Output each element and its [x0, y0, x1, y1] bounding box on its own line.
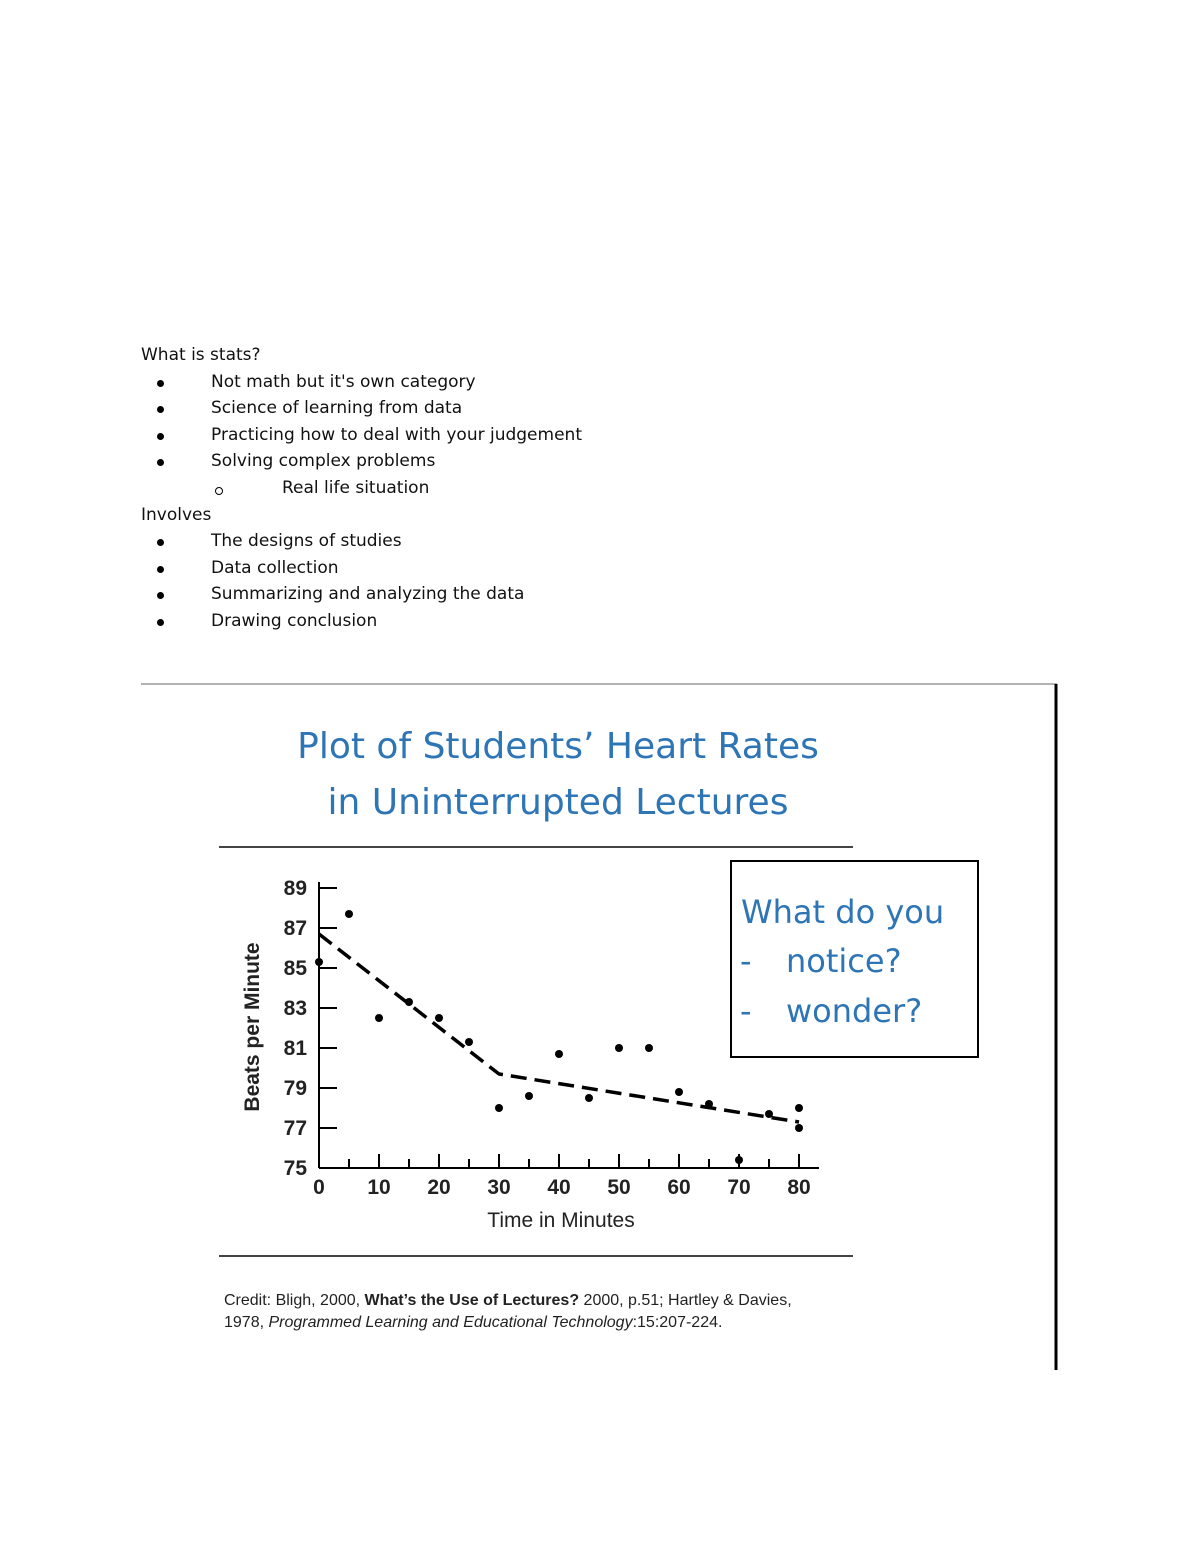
data-point: [585, 1094, 593, 1102]
data-points: [315, 910, 803, 1164]
bullet-dot-icon: [157, 459, 164, 466]
x-tick-label: 30: [487, 1176, 511, 1199]
bullet-text: Science of learning from data: [211, 398, 463, 419]
slide-title-line1: Plot of Students’ Heart Rates: [297, 726, 819, 767]
data-point: [555, 1050, 563, 1058]
bullet-dot-icon: [157, 539, 164, 546]
y-ticks: [284, 877, 337, 1180]
data-point: [315, 958, 323, 966]
slide-title-line2: in Uninterrupted Lectures: [327, 782, 789, 823]
data-point: [645, 1044, 653, 1052]
x-tick-label: 50: [607, 1176, 631, 1199]
data-point: [435, 1014, 443, 1022]
bullet-item: [141, 555, 841, 582]
credit-text: 1978,: [224, 1314, 269, 1331]
bullet-dot-icon: [157, 433, 164, 440]
y-tick-label: 83: [283, 997, 307, 1020]
notes-text: [141, 342, 841, 635]
data-point: [525, 1092, 533, 1100]
bullet-text: Practicing how to deal with your judgement: [211, 424, 582, 445]
data-point: [495, 1104, 503, 1112]
callout-dash: -: [740, 992, 752, 1030]
credit-text: Credit: Bligh, 2000,: [224, 1292, 365, 1309]
bullet-text: Data collection: [211, 557, 339, 578]
bullet-text: The designs of studies: [211, 531, 402, 552]
y-tick-label: 85: [283, 957, 307, 980]
x-tick-label: 60: [667, 1176, 691, 1199]
credit-text: :15:207-224.: [632, 1314, 723, 1331]
bullet-item: [141, 581, 841, 608]
credit-line2: [224, 1314, 722, 1331]
data-point: [735, 1156, 743, 1164]
y-tick-label: 87: [283, 917, 307, 940]
y-tick-label: 79: [283, 1077, 307, 1100]
bullet-item: [141, 608, 841, 635]
x-axis-label: Time in Minutes: [487, 1209, 635, 1232]
callout-line2: notice?: [786, 942, 902, 980]
bullet-dot-icon: [157, 380, 164, 387]
credit-line1: [224, 1292, 792, 1309]
y-axis-label: Beats per Minute: [241, 942, 264, 1112]
trend-line: [319, 934, 799, 1122]
data-point: [615, 1044, 623, 1052]
bullet-circle-icon: [215, 487, 223, 495]
bullet-text: Summarizing and analyzing the data: [211, 584, 525, 605]
data-point: [705, 1100, 713, 1108]
bullet-item: [141, 369, 841, 396]
bullet-item: [141, 395, 841, 422]
credit-book-title: What’s the Use of Lectures?: [364, 1292, 580, 1309]
credit-journal: Programmed Learning and Educational Technology: [268, 1314, 633, 1331]
bullet-dot-icon: [157, 619, 164, 626]
data-point: [375, 1014, 383, 1022]
bullet-text: Drawing conclusion: [211, 610, 378, 631]
data-point: [795, 1104, 803, 1112]
x-tick-label: 40: [547, 1176, 571, 1199]
bullet-item: [141, 528, 841, 555]
bullet-text: Not math but it's own category: [211, 371, 476, 392]
bullet-item: [141, 422, 841, 449]
x-tick-label: 20: [427, 1176, 451, 1199]
x-tick-label: 80: [787, 1176, 811, 1199]
y-tick-label: 89: [283, 877, 307, 900]
x-tick-label: 70: [727, 1176, 751, 1199]
bullet-dot-icon: [157, 592, 164, 599]
data-point: [795, 1124, 803, 1132]
y-tick-label: 77: [283, 1117, 307, 1140]
section-heading: What is stats?: [141, 345, 261, 365]
section-heading: Involves: [141, 504, 212, 525]
bullet-dot-icon: [157, 566, 164, 573]
y-tick-label: 81: [283, 1037, 307, 1060]
slide-image: [141, 682, 1059, 1372]
slide-svg: [141, 682, 1059, 1372]
data-point: [405, 998, 413, 1006]
sub-bullet-item: [141, 475, 841, 502]
data-point: [465, 1038, 473, 1046]
bullet-dot-icon: [157, 406, 164, 413]
data-point: [345, 910, 353, 918]
x-tick-label: 0: [313, 1176, 325, 1199]
callout-dash: -: [740, 942, 752, 980]
callout-line1: What do you: [741, 893, 945, 931]
sub-bullet-text: Real life situation: [282, 477, 430, 498]
credit-text: 2000, p.51; Hartley & Davies,: [579, 1292, 792, 1309]
data-point: [765, 1110, 773, 1118]
y-tick-label: 75: [283, 1157, 307, 1180]
x-tick-label: 10: [367, 1176, 391, 1199]
data-point: [675, 1088, 683, 1096]
bullet-text: Solving complex problems: [211, 451, 436, 472]
bullet-item: [141, 448, 841, 475]
callout-line3: wonder?: [786, 992, 923, 1030]
